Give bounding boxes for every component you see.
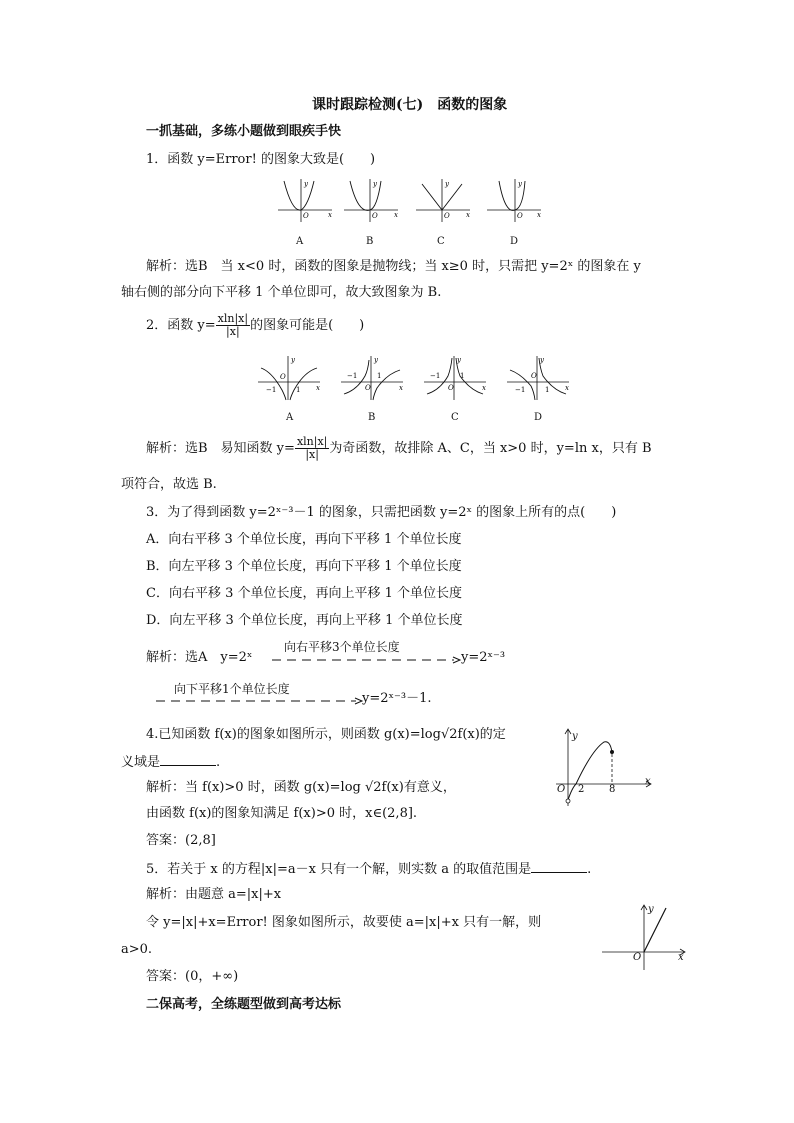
q4-graph-tick-2: 2 <box>578 784 585 795</box>
q2-analysis-frac-den: |x| <box>305 448 319 461</box>
q1-graph-a <box>278 178 333 223</box>
q1-option-b-label: B <box>366 236 374 247</box>
q2-graph-d <box>507 354 571 404</box>
q2-frac-num: xln|x| <box>217 312 249 325</box>
q5-graph <box>600 902 688 972</box>
q2-graph-a <box>258 354 322 404</box>
svg-text:y: y <box>374 356 378 364</box>
svg-text:y: y <box>445 180 449 188</box>
q4-graph <box>554 728 654 808</box>
q3-arrow2 <box>156 697 366 705</box>
q5-analysis-line2: 令 y=|x|+x=Error! 图象如图所示，故要使 a=|x|+x 只有一解，则 <box>146 915 542 930</box>
section-heading-1: 一抓基础，多练小题做到眼疾手快 <box>146 124 342 139</box>
q4-graph-y-label: y <box>572 731 578 742</box>
q5-graph-x-label: x <box>678 952 684 963</box>
question-4-stem-line1: 4.已知函数 f(x)的图象如图所示，则函数 g(x)=log√2f(x)的定 <box>146 727 506 742</box>
q4-analysis-line1: 解析：当 f(x)>0 时，函数 g(x)=log √2f(x)有意义， <box>146 780 456 795</box>
svg-text:x: x <box>316 384 320 392</box>
q5-stem-prefix: 5．若关于 x 的方程|x|=a－x 只有一个解，则实数 a 的取值范围是 <box>146 862 532 877</box>
q4-graph-tick-8: 8 <box>609 784 616 795</box>
q4-graph-x-label: x <box>645 776 651 787</box>
q3-option-b: B．向左平移 3 个单位长度，再向下平移 1 个单位长度 <box>146 559 462 574</box>
q5-analysis-line3: a>0. <box>121 942 153 957</box>
q2-analysis-prefix: 解析：选B 易知函数 y= <box>146 441 295 456</box>
question-5-stem <box>146 860 591 878</box>
svg-text:y: y <box>291 356 295 364</box>
svg-text:y: y <box>540 356 544 364</box>
svg-text:1: 1 <box>377 372 382 380</box>
svg-text:1: 1 <box>545 386 550 394</box>
q2-graph-b <box>341 354 405 404</box>
q1-option-c-label: C <box>437 236 445 247</box>
svg-text:x: x <box>537 211 541 219</box>
q2-analysis-fraction <box>295 436 329 461</box>
svg-text:y: y <box>457 356 461 364</box>
section-heading-2: 二保高考，全练题型做到高考达标 <box>146 997 342 1012</box>
q2-option-d-label: D <box>534 412 543 423</box>
q4-analysis-line2: 由函数 f(x)的图象知满足 f(x)>0 时，x∈(2,8]. <box>146 806 418 821</box>
q4-answer: 答案：(2,8] <box>146 833 216 848</box>
svg-text:y: y <box>518 180 522 188</box>
q1-stem-error: Error! <box>215 152 257 167</box>
q3-arrow2-label: 向下平移1个单位长度 <box>174 682 290 696</box>
q3-arrow1-result: y=2ˣ⁻³ <box>461 650 506 665</box>
question-4-stem-line2 <box>121 753 220 771</box>
q5-answer: 答案：(0，+∞) <box>146 969 239 984</box>
q4-answer-blank <box>160 753 216 766</box>
svg-text:O: O <box>517 212 523 220</box>
q5-graph-origin-label: O <box>633 952 642 963</box>
svg-text:x: x <box>394 211 398 219</box>
svg-text:−1: −1 <box>347 372 358 380</box>
svg-text:−1: −1 <box>515 386 526 394</box>
question-2-stem <box>146 313 364 338</box>
svg-text:O: O <box>531 372 537 380</box>
svg-text:1: 1 <box>296 386 301 394</box>
svg-text:O: O <box>365 384 371 392</box>
q5-stem-suffix: . <box>587 862 592 877</box>
svg-text:x: x <box>466 211 470 219</box>
q2-stem-prefix: 2．函数 y= <box>146 318 216 333</box>
svg-text:−1: −1 <box>430 372 441 380</box>
svg-text:−1: −1 <box>266 386 277 394</box>
q3-option-c: C．向右平移 3 个单位长度，再向上平移 1 个单位长度 <box>146 586 463 601</box>
svg-text:y: y <box>304 180 308 188</box>
q1-graph-d <box>487 178 542 223</box>
question-3-stem: 3．为了得到函数 y=2ˣ⁻³－1 的图象，只需把函数 y=2ˣ 的图象上所有的点( ) <box>146 505 617 520</box>
svg-text:x: x <box>482 384 486 392</box>
question-1-stem <box>146 152 375 168</box>
q3-arrow1 <box>272 656 462 664</box>
q1-option-a-label: A <box>296 236 304 247</box>
svg-text:O: O <box>372 212 378 220</box>
q3-option-d: D．向左平移 3 个单位长度，再向上平移 1 个单位长度 <box>146 613 463 628</box>
svg-text:x: x <box>565 384 569 392</box>
q2-analysis-frac-num: xln|x| <box>296 435 328 448</box>
q2-stem-suffix: 的图象可能是( ) <box>250 318 365 333</box>
q5-answer-blank <box>531 860 587 873</box>
q5-analysis-line1: 解析：由题意 a=|x|+x <box>146 887 282 902</box>
q2-option-c-label: C <box>451 412 459 423</box>
q1-option-d-label: D <box>510 236 519 247</box>
svg-text:x: x <box>328 211 332 219</box>
q4-stem-line2-prefix: 义域是 <box>121 755 161 770</box>
q1-graph-b <box>344 178 399 223</box>
svg-text:y: y <box>373 180 377 188</box>
q3-option-a: A．向右平移 3 个单位长度，再向下平移 1 个单位长度 <box>146 532 462 547</box>
q3-arrow2-result: y=2ˣ⁻³－1. <box>362 691 432 706</box>
svg-text:O: O <box>448 384 454 392</box>
q5-graph-y-label: y <box>648 904 654 915</box>
q2-option-b-label: B <box>368 412 376 423</box>
svg-text:x: x <box>399 384 403 392</box>
q1-stem-prefix: 1．函数 y= <box>146 152 216 167</box>
q2-analysis-line2: 项符合，故选 B. <box>121 477 217 492</box>
q4-stem-line2-suffix: . <box>216 755 221 770</box>
q2-graph-c <box>424 354 488 404</box>
q1-analysis-line1: 解析：选B 当 x<0 时，函数的图象是抛物线；当 x≥0 时，只需把 y=2ˣ 的图象在 y <box>146 259 641 274</box>
q2-analysis-line1 <box>146 436 652 461</box>
q2-analysis-suffix: 为奇函数，故排除 A、C，当 x>0 时，y=ln x，只有 B <box>329 441 652 456</box>
page-title: 课时跟踪检测(七) 函数的图象 <box>312 97 508 113</box>
q3-analysis-prefix: 解析：选A y=2ˣ <box>146 650 253 665</box>
svg-text:O: O <box>280 373 286 381</box>
q2-frac-den: |x| <box>226 325 240 338</box>
svg-text:1: 1 <box>460 372 465 380</box>
q1-analysis-line2: 轴右侧的部分向下平移 1 个单位即可，故大致图象为 B. <box>121 285 442 300</box>
svg-text:O: O <box>444 212 450 220</box>
q2-option-a-label: A <box>286 412 294 423</box>
svg-text:O: O <box>303 212 309 220</box>
q1-graph-c <box>416 178 471 223</box>
q2-fraction <box>216 313 250 338</box>
q4-graph-origin-label: O <box>557 784 566 795</box>
q3-arrow1-label: 向右平移3个单位长度 <box>284 640 400 654</box>
q1-stem-suffix: 的图象大致是( ) <box>256 152 376 167</box>
